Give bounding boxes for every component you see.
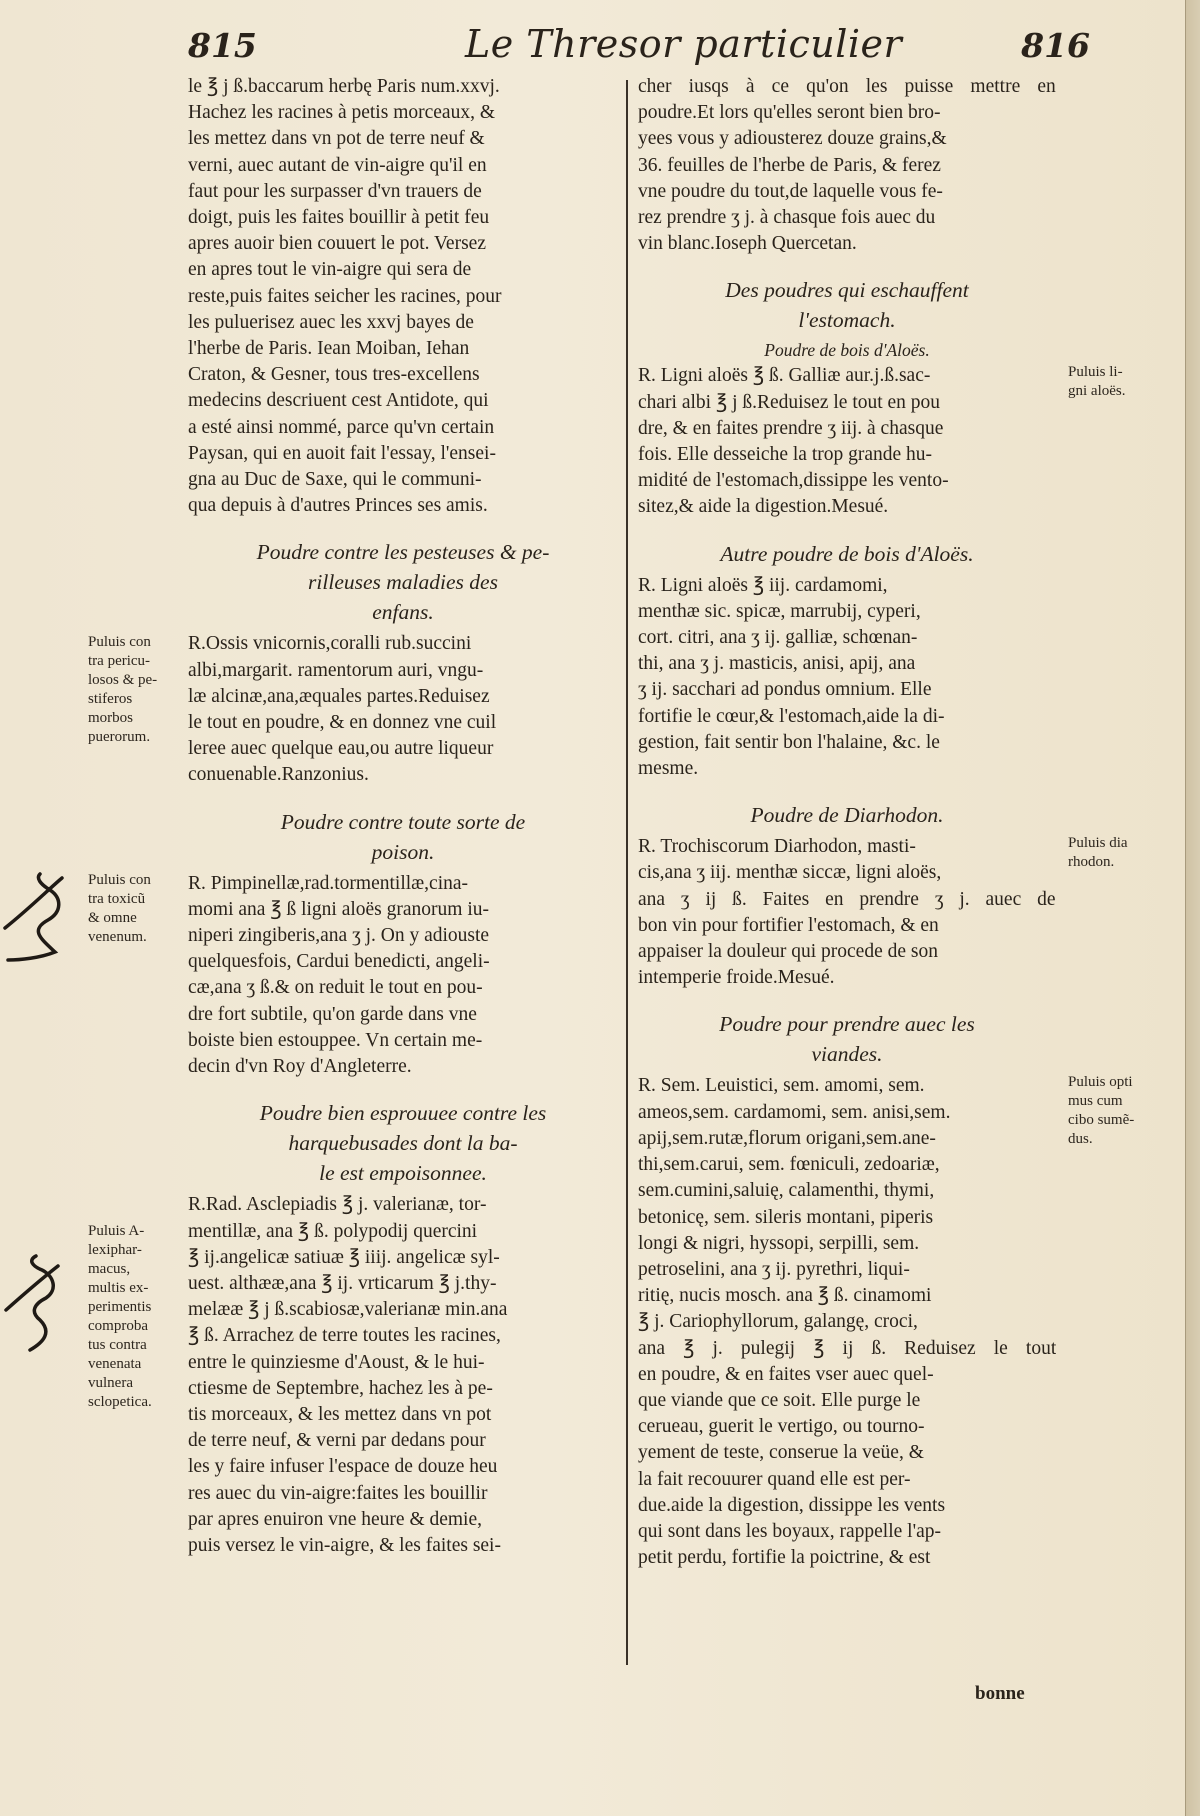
column-divider	[626, 80, 628, 1665]
text-line: decin d'vn Roy d'Angleterre.	[188, 1056, 412, 1078]
text-line: thi,sem.carui, sem. fœniculi, zedoariæ,	[638, 1154, 940, 1176]
text-line: cis,ana ʒ iij. menthæ siccæ, ligni aloës,	[638, 862, 942, 884]
text-line: stiferos	[88, 691, 133, 708]
text-line: mus cum	[1068, 1093, 1123, 1110]
right-column	[638, 74, 1135, 1571]
section-heading	[638, 539, 1056, 569]
right-section-1	[638, 363, 1126, 520]
text-line: fortifie le cœur,& l'estomach,aide la di-	[638, 705, 945, 727]
text-line: mesme.	[638, 758, 699, 780]
text-line: tis morceaux, & les mettez dans vn pot	[188, 1403, 492, 1425]
text-line: ana ʒ ij ß. Faites en prendre ʒ j. auec de	[638, 888, 1056, 910]
text-line: cher iusqs à ce qu'on les puisse mettre en	[638, 76, 1056, 97]
page-number-left: 815	[188, 26, 257, 65]
text-line: rhodon.	[1068, 854, 1115, 871]
text-line: chari albi ℥ j ß.Reduisez le tout en pou	[638, 391, 941, 413]
text-line: petit perdu, fortifie la poictrine, & est	[638, 1547, 931, 1569]
section-heading	[638, 800, 1056, 830]
text-line: vin blanc.Ioseph Quercetan.	[638, 233, 857, 255]
text-line: le ℥ j ß.baccarum herbę Paris num.xxvj.	[188, 76, 500, 97]
text-line: qua depuis à d'autres Princes ses amis.	[188, 495, 488, 517]
text-line: Paysan, qui en auoit fait l'essay, l'ensei-	[188, 442, 496, 464]
text-line: tra pericu-	[88, 653, 151, 670]
handwritten-bracket-mark	[0, 1250, 70, 1360]
section-subheading: Poudre de bois d'Aloës.	[764, 340, 930, 361]
text-line: betonicę, sem. sileris montani, piperis	[638, 1206, 934, 1228]
text-line: rez prendre ʒ j. à chasque fois auec du	[638, 207, 936, 229]
section-heading	[188, 1098, 618, 1188]
text-line: par apres enuiron vne heure & demie,	[188, 1508, 483, 1530]
text-line: Poudre de Diarhodon.	[750, 803, 944, 828]
text-line: apij,sem.rutæ,florum origani,sem.ane-	[638, 1127, 936, 1149]
text-line: a esté ainsi nommé, parce qu'vn certain	[188, 416, 495, 438]
text-line: macus,	[88, 1261, 131, 1278]
text-line: Puluis con	[88, 634, 151, 651]
text-line: losos & pe-	[88, 672, 158, 689]
text-line: R. Sem. Leuistici, sem. amomi, sem.	[638, 1075, 925, 1097]
text-line: res auec du vin-aigre:faites les bouillir	[188, 1482, 488, 1504]
text-line: multis ex-	[88, 1280, 149, 1297]
text-line: comproba	[88, 1318, 148, 1335]
text-line: sem.cumini,saluię, calamenthi, thymi,	[638, 1180, 935, 1202]
text-line: Autre poudre de bois d'Aloës.	[720, 541, 974, 566]
section-body	[638, 363, 1056, 520]
margin-note	[88, 871, 183, 947]
text-line: qui sont dans les boyaux, rappelle l'ap-	[638, 1520, 941, 1542]
text-line: en poudre, & en faites vser auec quel-	[638, 1363, 934, 1385]
text-line: rilleuses maladies des	[308, 570, 498, 595]
left-section-3	[88, 1192, 618, 1559]
text-line: que viande que ce soit. Elle purge le	[638, 1389, 921, 1411]
text-line: lexiphar-	[88, 1242, 142, 1259]
right-section-4	[638, 1073, 1135, 1571]
text-line: Poudre bien esprouuee contre les	[259, 1101, 547, 1126]
text-line: ℥ ij.angelicæ satiuæ ℥ iiij. angelicæ syl-	[188, 1246, 500, 1268]
text-line: Des poudres qui eschauffent	[725, 278, 969, 303]
text-line: niperi zingiberis,ana ʒ j. On y adiouste	[188, 925, 490, 947]
text-line: les puluerisez auec les xxvj bayes de	[188, 311, 474, 333]
section-body	[638, 1073, 1056, 1571]
text-line: vne poudre du tout,de laquelle vous fe-	[638, 180, 943, 202]
text-line: gni aloës.	[1068, 383, 1126, 400]
text-line: R. Ligni aloës ℥ iij. cardamomi,	[638, 574, 888, 596]
text-line: Puluis A-	[88, 1223, 145, 1240]
right-section-2	[638, 573, 1056, 783]
text-line: bon vin pour fortifier l'estomach, & en	[638, 914, 939, 936]
section-heading	[638, 1009, 1056, 1069]
text-line: yees vous y adiousterez douze grains,&	[638, 128, 947, 150]
text-line: vulnera	[88, 1375, 133, 1392]
text-line: Poudre pour prendre auec les	[719, 1012, 975, 1037]
text-line: menthæ sic. spicæ, marrubij, cyperi,	[638, 600, 921, 622]
text-line: entre le quinziesme d'Aoust, & le hui-	[188, 1351, 485, 1373]
section-body	[638, 573, 1056, 783]
text-line: gna au Duc de Saxe, qui le communi-	[188, 469, 482, 491]
text-line: R. Pimpinellæ,rad.tormentillæ,cina-	[188, 872, 469, 894]
text-line: R. Ligni aloës ℥ ß. Galliæ aur.j.ß.sac-	[638, 365, 931, 387]
text-line: harquebusades dont la ba-	[288, 1131, 518, 1156]
text-line: sclopetica.	[88, 1394, 152, 1411]
text-line: Craton, & Gesner, tous tres-excellens	[188, 364, 480, 386]
text-line: fois. Elle desseiche la trop grande hu-	[638, 444, 933, 466]
text-line: albi,margarit. ramentorum auri, vngu-	[188, 659, 484, 681]
text-line: petroselini, ana ʒ ij. pyrethri, liqui-	[638, 1258, 910, 1280]
text-line: tus contra	[88, 1337, 147, 1354]
text-line: Puluis opti	[1068, 1074, 1133, 1091]
text-line: ctiesme de Septembre, hachez les à pe-	[188, 1377, 493, 1399]
text-line: sitez,& aide la digestion.Mesué.	[638, 496, 889, 518]
text-line: boiste bien estouppee. Vn certain me-	[188, 1029, 483, 1051]
text-line: le tout en poudre, & en donnez vne cuil	[188, 712, 497, 734]
text-line: viandes.	[811, 1042, 883, 1067]
section-body	[188, 1192, 618, 1559]
text-line: venenata	[88, 1356, 142, 1373]
text-line: dre, & en faites prendre ʒ iij. à chasque	[638, 417, 944, 439]
text-line: momi ana ℥ ß ligni aloës granorum iu-	[188, 898, 489, 920]
section-body	[638, 834, 1056, 991]
text-line: Poudre contre les pesteuses & pe-	[256, 540, 550, 565]
text-line: enfans.	[372, 600, 434, 625]
text-line: yement de teste, conserue la veüe, &	[638, 1442, 924, 1464]
margin-note	[88, 633, 183, 747]
text-line: melææ ℥ j ß.scabiosæ,valerianæ min.ana	[188, 1299, 508, 1321]
margin-note	[1068, 834, 1158, 872]
text-line: ana ℥ j. pulegij ℥ ij ß. Reduisez le tout	[638, 1337, 1056, 1359]
margin-note	[1068, 363, 1158, 401]
text-line: poudre.Et lors qu'elles seront bien bro-	[638, 102, 941, 124]
page-number-right: 816	[1021, 26, 1090, 65]
text-line: midité de l'estomach,dissippe les vento-	[638, 470, 949, 492]
section-body	[188, 871, 618, 1081]
text-line: R.Rad. Asclepiadis ℥ j. valerianæ, tor-	[188, 1194, 487, 1216]
section-body	[188, 631, 618, 788]
text-line: poison.	[371, 839, 435, 864]
text-line: dus.	[1068, 1131, 1093, 1148]
text-line: en apres tout le vin-aigre qui sera de	[188, 259, 472, 281]
text-line: Hachez les racines à petis morceaux, &	[188, 102, 495, 124]
left-section-1	[88, 631, 618, 788]
text-line: les y faire infuser l'espace de douze heu	[188, 1456, 498, 1478]
right-section-3	[638, 834, 1128, 991]
text-line: doigt, puis les faites bouillir à petit feu	[188, 207, 490, 229]
text-line: ritię, nucis mosch. ana ℥ ß. cinamomi	[638, 1285, 932, 1307]
text-line: la fait recouurer quand elle est per-	[638, 1468, 911, 1490]
text-line: Puluis li-	[1068, 364, 1123, 381]
text-line: læ alcinæ,ana,æquales partes.Reduisez	[188, 685, 490, 707]
text-line: cæ,ana ʒ ß.& on reduit le tout en pou-	[188, 977, 483, 999]
text-line: due.aide la digestion, dissippe les vents	[638, 1494, 946, 1516]
left-section-2	[88, 871, 618, 1081]
text-line: verni, auec autant de vin-aigre qu'il en	[188, 154, 487, 176]
text-line: puis versez le vin-aigre, & les faites sei-	[188, 1534, 501, 1556]
text-line: gestion, fait sentir bon l'halaine, &c. le	[638, 731, 940, 753]
left-intro-paragraph	[188, 74, 618, 519]
text-line: tra toxicũ	[88, 890, 146, 907]
text-line: ameos,sem. cardamomi, sem. anisi,sem.	[638, 1101, 951, 1123]
text-line: ℥ ß. Arrachez de terre toutes les racines,	[188, 1325, 501, 1347]
text-line: Poudre contre toute sorte de	[280, 809, 526, 834]
text-line: uest. althææ,ana ℥ ij. vrticarum ℥ j.thy-	[188, 1272, 497, 1294]
left-column	[88, 74, 618, 1559]
adjacent-page-edge	[1185, 0, 1200, 1816]
text-line: longi & nigri, hyssopi, serpilli, sem.	[638, 1232, 920, 1254]
text-line: ℥ j. Cariophyllorum, galangę, croci,	[638, 1311, 918, 1333]
text-line: les mettez dans vn pot de terre neuf &	[188, 128, 485, 150]
catchword: bonne	[975, 1683, 1025, 1704]
text-line: R.Ossis vnicornis,coralli rub.succini	[188, 633, 472, 655]
handwritten-bracket-mark	[0, 868, 80, 968]
text-line: ʒ ij. sacchari ad pondus omnium. Elle	[638, 679, 932, 701]
text-line: dre fort subtile, qu'on garde dans vne	[188, 1003, 477, 1025]
page-header	[180, 22, 1090, 72]
text-line: quelquesfois, Cardui benedicti, angeli-	[188, 951, 490, 973]
margin-note	[1068, 1073, 1158, 1149]
text-line: thi, ana ʒ j. masticis, anisi, apij, ana	[638, 653, 916, 675]
text-line: le est empoisonnee.	[319, 1161, 487, 1186]
text-line: puerorum.	[88, 729, 151, 746]
text-line: Puluis dia	[1068, 835, 1128, 852]
text-line: apres auoir bien couuert le pot. Versez	[188, 233, 486, 255]
text-line: venenum.	[88, 928, 147, 945]
text-line: & omne	[88, 909, 137, 926]
text-line: cerueau, guerit le vertigo, ou tourno-	[638, 1416, 925, 1438]
text-line: intemperie froide.Mesué.	[638, 967, 835, 989]
text-line: de terre neuf, & verni par dedans pour	[188, 1430, 486, 1452]
text-line: conuenable.Ranzonius.	[188, 764, 369, 786]
text-line: faut pour les surpasser d'vn trauers de	[188, 180, 482, 202]
text-line: 36. feuilles de l'herbe de Paris, & ferez	[638, 154, 941, 176]
right-intro-paragraph	[638, 74, 1056, 257]
text-line: l'estomach.	[798, 308, 896, 333]
section-heading	[188, 807, 618, 867]
running-title: Le Thresor particulier	[465, 22, 903, 66]
text-line: Puluis con	[88, 871, 151, 888]
text-line: perimentis	[88, 1299, 152, 1316]
text-line: cibo sumẽ-	[1068, 1112, 1135, 1129]
text-line: reste,puis faites seicher les racines, pour	[188, 285, 502, 307]
text-line: cort. citri, ana ʒ ij. galliæ, schœnan-	[638, 627, 918, 649]
text-line: medecins descriuent cest Antidote, qui	[188, 390, 489, 412]
margin-note	[88, 1222, 183, 1412]
text-line: leree auec quelque eau,ou autre liqueur	[188, 738, 494, 760]
text-line: appaiser la douleur qui procede de son	[638, 941, 938, 963]
text-line: l'herbe de Paris. Iean Moiban, Iehan	[188, 338, 470, 360]
section-heading	[638, 275, 1056, 335]
text-line: mentillæ, ana ℥ ß. polypodij quercini	[188, 1220, 478, 1242]
section-heading	[188, 537, 618, 627]
text-line: morbos	[88, 710, 133, 727]
text-line: R. Trochiscorum Diarhodon, masti-	[638, 836, 916, 858]
